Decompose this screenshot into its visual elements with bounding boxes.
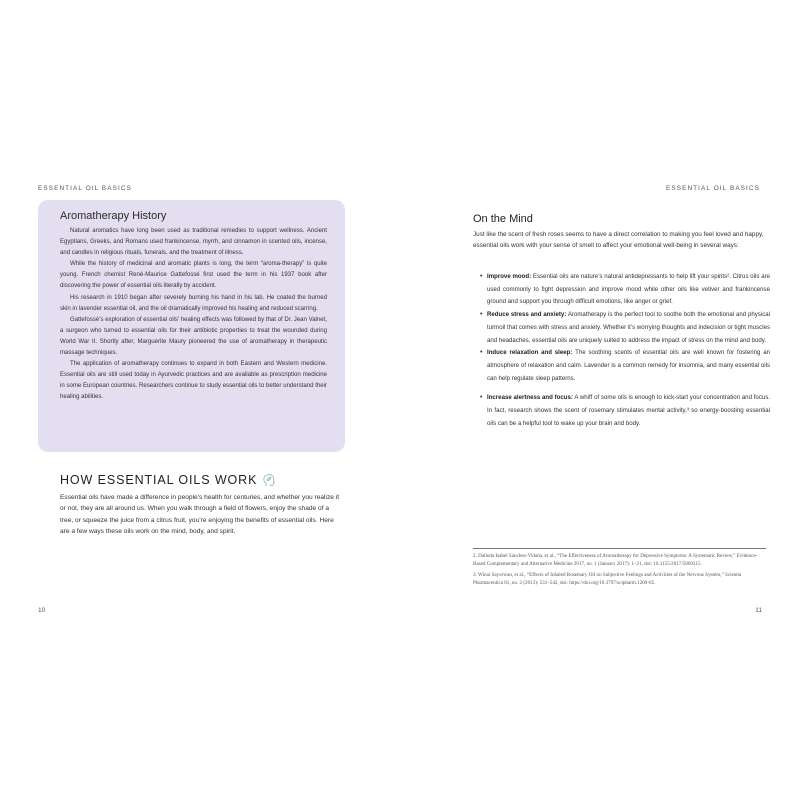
section-heading [60, 472, 276, 488]
section-heading-text: HOW ESSENTIAL OILS WORK [60, 473, 258, 487]
list-item [480, 347, 770, 385]
footnote-divider [473, 548, 766, 549]
bullet-label: Improve mood: [487, 273, 532, 280]
bullet-list [480, 271, 770, 430]
bullet-text: Aromatherapy is the perfect tool to soothe both the emotional and physical turmoil that comes with stress and anxiety. Whether it’s worrying thoughts and indecision or tight muscles and headaches, essential oils are uniquely suited to address the impact of stress on the mind and body. [487, 311, 770, 344]
list-item [480, 392, 770, 430]
bullet-label: Increase alertness and focus: [487, 394, 573, 402]
sidebar-paragraph: The application of aromatherapy continues to expand in both Eastern and Western medicine. Essential oils are still used today in Ayurvedic practices and are available as prescription medicine in some European countries. Researchers continue to study essential oils to better understand their healing abilities. [60, 361, 327, 401]
footnote: 2. Dalinda Isabel Sánchez-Vidaña, et al., “The Effectiveness of Aromatherapy for Depressive Symptoms: A Systematic Review,” Evidence-Based Complementary and Alternative Medicine 2017, no. 1 (January 2017): 1–21, doi: 10.1155/2017/5869315. [473, 553, 758, 567]
sidebar-paragraph: His research in 1910 began after severely burning his hand in his lab. He coated the burned skin in lavender essential oil, and the oil dramatically improved his healing and reduced scarring. [60, 294, 327, 312]
page-number: 11 [755, 607, 762, 614]
list-item [480, 309, 770, 347]
bullet-text: The soothing scents of essential oils are well known for fostering an atmosphere of relaxation and calm. Lavender is a common remedy for insomnia, and many essential oils can help regulate sleep patterns. [487, 349, 770, 382]
aromatherapy-history-sidebar [38, 200, 345, 452]
section-title: On the Mind [473, 213, 533, 225]
page-number: 10 [38, 607, 46, 614]
footnotes [473, 553, 766, 592]
intro-paragraph: Just like the scent of fresh roses seems to have a direct correlation to making you feel loved and happy, essential oils work with your sense of smell to affect your emotional well-being in several ways: [473, 231, 764, 250]
sidebar-paragraph: Natural aromatics have long been used as traditional remedies to support wellness. Ancient Egyptians, Greeks, and Romans used frankincense, myrrh, and cinnamon in scented oils, incense, and candles in religious rituals, funerals, and the treatment of illness. [60, 228, 327, 257]
running-head: ESSENTIAL OIL BASICS [666, 185, 760, 192]
list-item [480, 271, 770, 309]
bullet-text: A whiff of some oils is enough to kick-start your concentration and focus. In fact, research shows the scent of rosemary stimulates mental activity,³ so energy-boosting essential oils can be a helpful tool to wake up your brain and body. [487, 394, 770, 427]
head-leaf-icon [262, 472, 276, 488]
bullet-text: Essential oils are nature’s natural antidepressants to help lift your spirits². Citrus oils are used commonly to fight depression and improve mood while other oils like vetiver and frankincense ground and support you through difficult emotions, like anger or grief. [487, 273, 771, 306]
bullet-label: Reduce stress and anxiety: [487, 311, 567, 319]
bullet-label: Induce relaxation and sleep: [487, 349, 573, 357]
section-body: Essential oils have made a difference in people’s health for centuries, and whether you realize it or not, they are all around us. When you walk through a field of flowers, enjoy the shade of a tree, or squeeze the juice from a citrus fruit, you’re enjoying the benefits of essential oils. Here are a few ways these oils work on the mind, body, and spirit. [60, 494, 340, 536]
sidebar-title: Aromatherapy History [60, 210, 167, 222]
footnote: 3. Winai Sayorwan, et al., “Effects of Inhaled Rosemary Oil on Subjective Feelings and Activities of the Nervous System,” Scientia Pharmaceutica 81, no. 2 (2013): 531–542, doi: https://doi.org/10.3797/scipharm.1209-05. [473, 572, 742, 587]
sidebar-paragraph: While the history of medicinal and aromatic plants is long, the term “aroma-therapy” is quite young. French chemist René-Maurice Gattefossé first used the term in his 1937 book after discovering the power of essential oils literally by accident. [60, 261, 327, 290]
running-head: ESSENTIAL OIL BASICS [38, 185, 132, 192]
sidebar-paragraph: Gattefossé’s exploration of essential oils’ healing effects was followed by that of Dr. Jean Valnet, a surgeon who turned to essential oils for their antibiotic properties to treat the wounded during World War II. Shortly after, Marguerite Maury pioneered the use of aromatherapy in therapeutic massage techniques. [60, 316, 327, 357]
